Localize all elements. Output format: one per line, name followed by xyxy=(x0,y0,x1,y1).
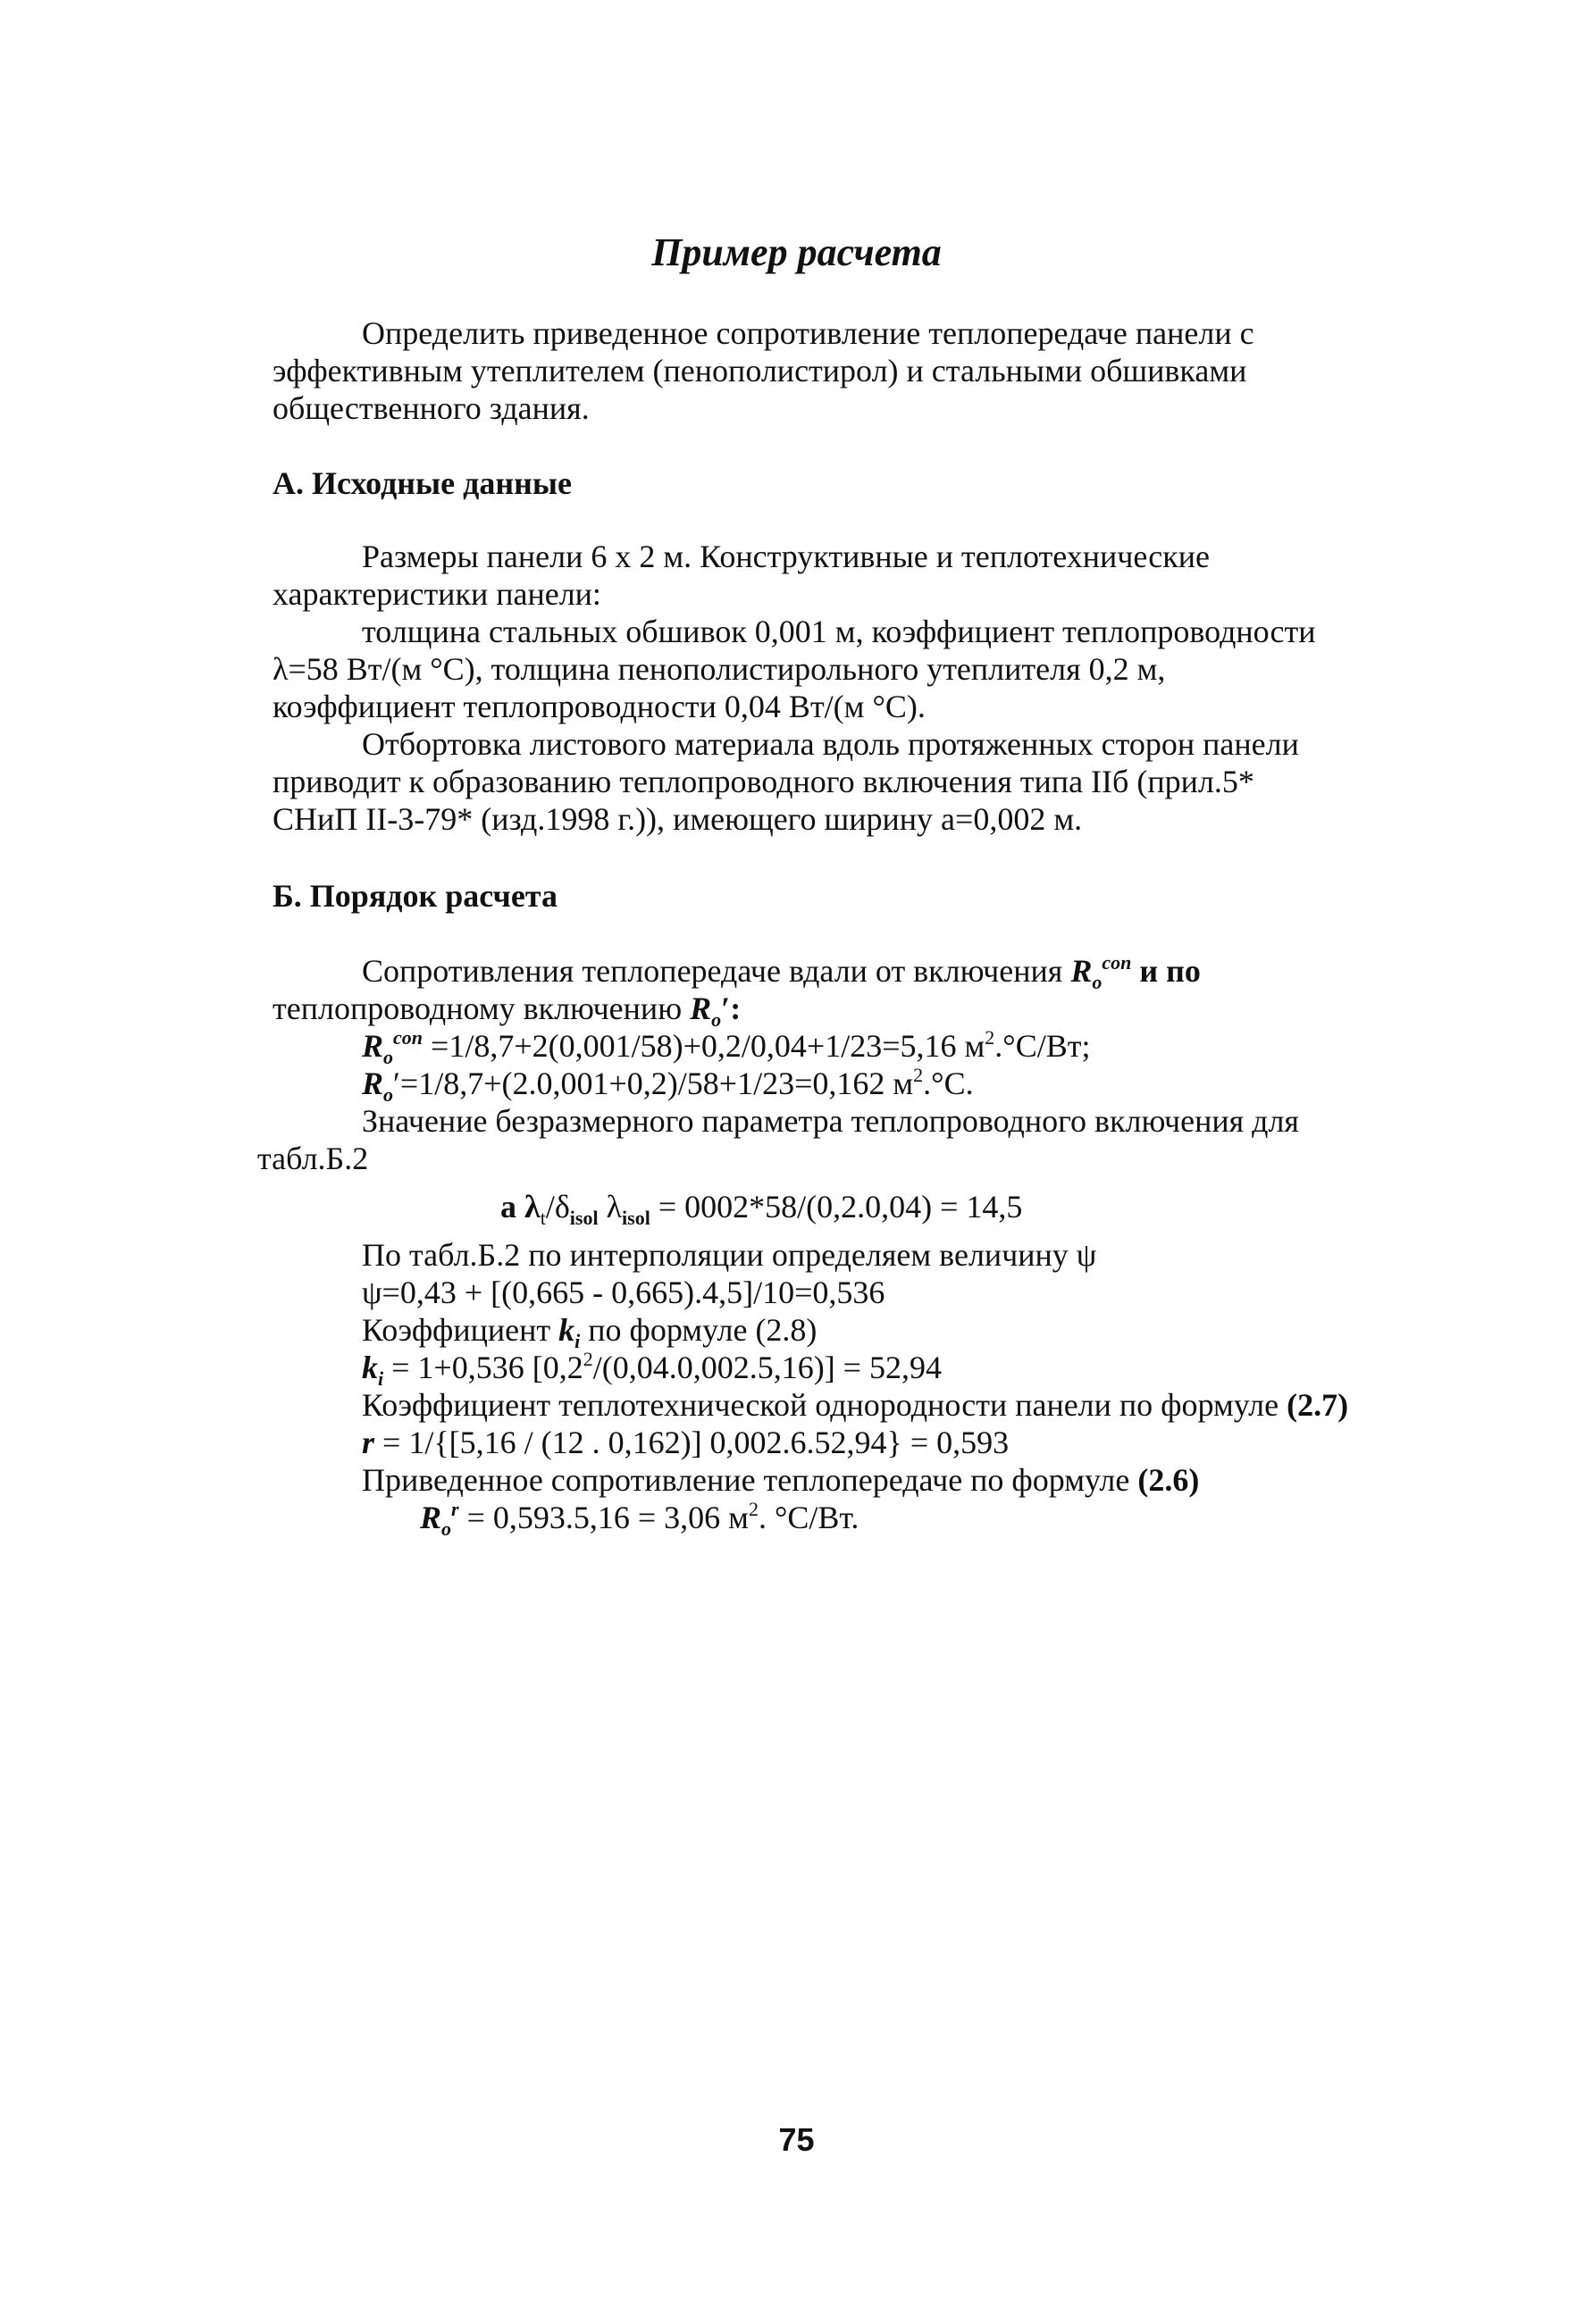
section-a-paragraph-1: Размеры панели 6 х 2 м. Конструктивные и теплотехнические характеристики панели: xyxy=(272,539,1210,612)
equation-4: ψ=0,43 + [(0,665 - 0,665).4,5]/10=0,536 xyxy=(362,1275,885,1310)
text-span: теплопроводному включению xyxy=(272,991,691,1026)
section-b-paragraph-5 xyxy=(362,1386,1348,1424)
subscript: isol xyxy=(569,1207,599,1229)
formula-ref: (2.6) xyxy=(1137,1462,1200,1498)
equation-text: а λ xyxy=(500,1189,541,1225)
section-b-heading: Б. Порядок расчета xyxy=(272,878,558,914)
text-span: ′: xyxy=(721,991,742,1026)
section-b-paragraph-3: По табл.Б.2 по интерполяции определяем величину ψ xyxy=(362,1237,1097,1273)
equation-3 xyxy=(500,1188,1023,1229)
superscript: con xyxy=(393,1026,423,1049)
subscript: o xyxy=(441,1517,452,1540)
equation-6 xyxy=(362,1424,1009,1461)
section-a-paragraph-3: Отбортовка листового материала вдоль протяженных сторон панели приводит к образованию теплопроводного включения типа IIб (прил.5* СНиП II-3-79* (изд.1998 г.)), имеющего ширину а=0,002 м. xyxy=(272,726,1299,837)
equation-text: =1/8,7+2(0,001/58)+0,2/0,04+1/23=5,16 м xyxy=(423,1028,985,1064)
section-b-paragraph-6 xyxy=(362,1461,1199,1499)
unit-text: .°С/Вт; xyxy=(994,1028,1091,1064)
equation-text: /(0,04.0,002.5,16)] = 52,94 xyxy=(592,1350,942,1385)
equation-text: ′=1/8,7+(2.0,001+0,2)/58+1/23=0,162 м xyxy=(393,1066,914,1101)
text-span: Приведенное сопротивление теплопередаче по формуле xyxy=(362,1462,1138,1498)
symbol-R: R xyxy=(362,1028,384,1064)
text-span: по формуле (2.8) xyxy=(580,1312,817,1348)
superscript: 2 xyxy=(583,1348,593,1370)
symbol-k: k xyxy=(362,1350,378,1385)
section-b-paragraph-1-line-1 xyxy=(362,951,1201,993)
symbol-k: k xyxy=(558,1312,575,1348)
equation-text: /δ xyxy=(545,1189,570,1225)
subscript: i xyxy=(574,1330,581,1352)
superscript: 2 xyxy=(748,1498,759,1520)
section-b-paragraph-2-line-2: табл.Б.2 xyxy=(257,1141,369,1176)
symbol-R: R xyxy=(420,1500,442,1535)
text-span: Коэффициент теплотехнической однородности панели по формуле xyxy=(362,1387,1287,1423)
page-number: 75 xyxy=(778,2121,815,2158)
superscript: r xyxy=(451,1498,459,1520)
subscript: o xyxy=(383,1046,394,1068)
equation-7 xyxy=(420,1498,859,1540)
text-span: и по xyxy=(1131,953,1201,989)
section-b-paragraph-4 xyxy=(362,1311,817,1352)
subscript: o xyxy=(383,1083,394,1106)
equation-1 xyxy=(362,1026,1091,1068)
subscript: i xyxy=(378,1367,384,1390)
section-a-paragraph-2: толщина стальных обшивок 0,001 м, коэффициент теплопроводности λ=58 Вт/(м °С), толщина пенополистирольного утеплителя 0,2 м, коэффициент теплопроводности 0,04 Вт/(м °С). xyxy=(272,614,1316,724)
section-a-heading: А. Исходные данные xyxy=(272,465,572,501)
unit-text: . °С/Вт. xyxy=(758,1500,859,1535)
section-b-paragraph-1-line-2 xyxy=(272,990,742,1031)
text-span: Коэффициент xyxy=(362,1312,559,1348)
formula-ref: (2.7) xyxy=(1287,1387,1349,1423)
superscript: 2 xyxy=(913,1064,924,1086)
symbol-R: R xyxy=(1070,953,1093,989)
unit-text: .°С. xyxy=(923,1066,974,1101)
intro-paragraph: Определить приведенное сопротивление теплопередаче панели с эффективным утеплителем (пенополистирол) и стальными обшивками общественного здания. xyxy=(272,315,1254,426)
subscript: t xyxy=(540,1207,546,1229)
superscript: con xyxy=(1102,951,1132,974)
symbol-r: r xyxy=(362,1425,375,1460)
equation-text: = 0002*58/(0,2.0,04) = 14,5 xyxy=(650,1189,1023,1225)
superscript: 2 xyxy=(985,1026,995,1049)
equation-text: λ xyxy=(598,1189,623,1225)
equation-5 xyxy=(362,1348,942,1390)
symbol-R: R xyxy=(690,991,712,1026)
page-title: Пример расчета xyxy=(651,230,942,274)
subscript: o xyxy=(711,1008,722,1031)
subscript: o xyxy=(1092,971,1103,993)
symbol-R: R xyxy=(362,1066,384,1101)
equation-2 xyxy=(362,1064,974,1106)
equation-text: = 1+0,536 [0,2 xyxy=(383,1350,583,1385)
equation-text: = 1/{[5,16 / (12 . 0,162)] 0,002.6.52,94} = 0,593 xyxy=(374,1425,1010,1460)
equation-text: = 0,593.5,16 = 3,06 м xyxy=(458,1500,749,1535)
text-span: Сопротивления теплопередаче вдали от включения xyxy=(362,953,1071,989)
section-b-paragraph-2-line-1: Значение безразмерного параметра теплопроводного включения для xyxy=(362,1103,1299,1139)
subscript: isol xyxy=(622,1207,650,1229)
